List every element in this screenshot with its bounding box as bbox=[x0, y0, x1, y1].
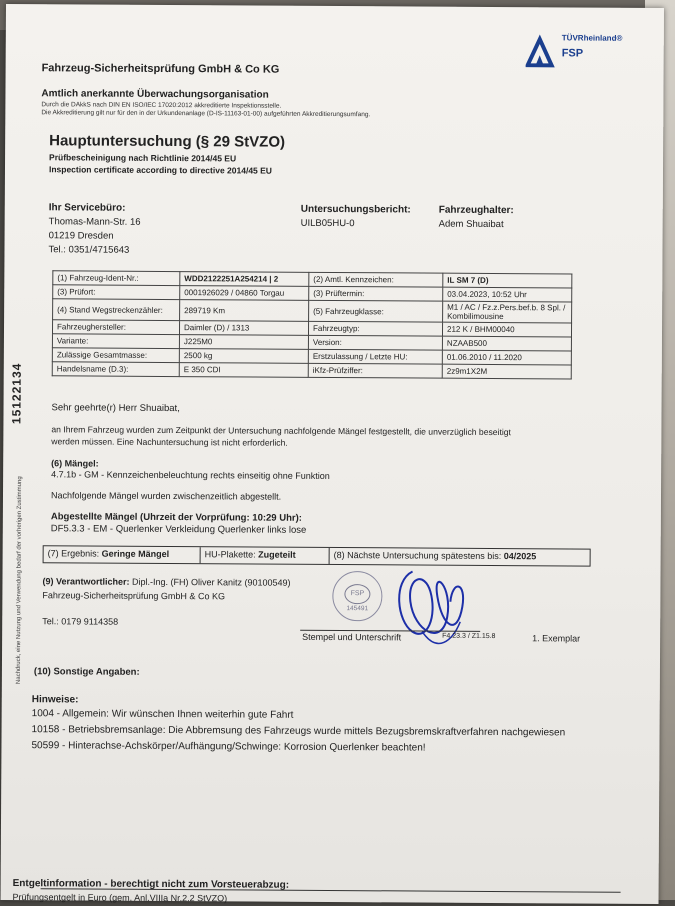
ergebnis-label: (7) Ergebnis: bbox=[47, 548, 100, 559]
service-street: Thomas-Mann-Str. 16 bbox=[48, 216, 141, 228]
table-label-cell: Zulässige Gesamtmasse: bbox=[52, 348, 179, 363]
table-row bbox=[52, 362, 571, 379]
table-label-cell: (1) Fahrzeug-Ident-Nr.: bbox=[53, 271, 180, 286]
copy-number: 1. Exemplar bbox=[532, 633, 581, 644]
hinweis-item-3: 50599 - Hinterachse-Achskörper/Aufhängung/Schwinge: Korrosion Querlenker beachten! bbox=[31, 740, 426, 754]
official-stamp bbox=[332, 571, 382, 621]
signature-label: Stempel und Unterschrift bbox=[302, 631, 402, 643]
table-value-cell: 212 K / BHM00040 bbox=[442, 322, 571, 337]
owner-label: Fahrzeughalter: bbox=[438, 204, 514, 217]
responsible-label: (9) Verantwortlicher: bbox=[42, 576, 130, 587]
result-row bbox=[43, 545, 591, 566]
other-info-label: (10) Sonstige Angaben: bbox=[33, 666, 140, 678]
responsible-line bbox=[42, 576, 290, 588]
accreditation-line-2: Die Akkreditierung gilt nur für den in der Urkundenanlage (D-IS-11163-01-00) aufgeführten Akkreditierungsumfang. bbox=[41, 109, 371, 119]
table-value-cell: NZAAB500 bbox=[442, 336, 571, 351]
table-value-cell: WDD2122251A254214 | 2 bbox=[180, 272, 309, 287]
table-value-cell: E 350 CDI bbox=[179, 363, 308, 378]
letter-line-2: werden müssen. Eine Nachuntersuchung ist nicht erforderlich. bbox=[51, 436, 288, 448]
document-title: Hauptuntersuchung (§ 29 StVZO) bbox=[49, 132, 286, 151]
stamp-inner-fsp: FSP bbox=[344, 584, 370, 604]
table-label-cell: (2) Amtl. Kennzeichen: bbox=[309, 272, 443, 287]
responsible-phone: Tel.: 0179 9114358 bbox=[42, 616, 119, 627]
table-label-cell: Handelsname (D.3): bbox=[52, 362, 179, 377]
responsible-name: Dipl.-Ing. (FH) Oliver Kanitz (90100549) bbox=[131, 576, 291, 588]
table-label-cell: Fahrzeughersteller: bbox=[52, 320, 179, 335]
table-label-cell: iKfz-Prüfziffer: bbox=[308, 363, 442, 378]
logo-sub: FSP bbox=[561, 47, 584, 60]
table-label-cell: Variante: bbox=[52, 334, 179, 349]
table-value-cell: 2z9m1X2M bbox=[442, 364, 571, 379]
service-phone: Tel.: 0351/4715643 bbox=[48, 244, 130, 256]
table-value-cell: 0001926029 / 04860 Torgau bbox=[180, 286, 309, 301]
hinweis-item-1: 1004 - Allgemein: Wir wünschen Ihnen weiterhin gute Fahrt bbox=[31, 708, 294, 721]
report-label: Untersuchungsbericht: bbox=[300, 203, 411, 216]
table-label-cell: Erstzulassung / Letzte HU: bbox=[308, 349, 442, 364]
side-legal-note: Nachdruck, eine Nutzung und Verwendung bedarf der vorherigen Zustimmung bbox=[15, 476, 24, 685]
hinweis-item-2: 10158 - Betriebsbremsanlage: Die Abbremsung des Fahrzeugs wurde mittels Bezugsbremskraftverfahren nachgewiesen bbox=[31, 724, 566, 739]
defect-item: 4.7.1b - GM - Kennzeichenbeleuchtung rechts einseitig ohne Funktion bbox=[51, 469, 330, 481]
company-name: Fahrzeug-Sicherheitsprüfung GmbH & Co KG bbox=[41, 62, 280, 76]
ergebnis-value: Geringe Mängel bbox=[101, 548, 170, 560]
next-inspection-label: (8) Nächste Untersuchung spätestens bis: bbox=[333, 550, 502, 562]
subtitle-en: Inspection certificate according to directive 2014/45 EU bbox=[48, 164, 273, 176]
table-value-cell: 01.06.2010 / 11.2020 bbox=[442, 350, 571, 365]
table-label-cell: (4) Stand Wegstreckenzähler: bbox=[53, 299, 180, 321]
org-title: Amtlich anerkannte Überwachungsorganisation bbox=[41, 88, 269, 101]
hinweise-label: Hinweise: bbox=[31, 694, 79, 706]
owner-value: Adem Shuaibat bbox=[438, 218, 504, 231]
document-page bbox=[1, 4, 664, 904]
table-value-cell: J225M0 bbox=[179, 335, 308, 350]
table-value-cell: IL SM 7 (D) bbox=[443, 273, 572, 288]
responsible-company: Fahrzeug-Sicherheitsprüfung GmbH & Co KG bbox=[42, 590, 226, 602]
side-serial-number: 15122134 bbox=[9, 362, 24, 425]
letter-line-1: an Ihrem Fahrzeug wurden zum Zeitpunkt der Untersuchung nachfolgende Mängel festgestellt, die unverzüglich beseitigt bbox=[51, 424, 511, 438]
service-city: 01219 Dresden bbox=[48, 230, 114, 242]
table-label-cell: (3) Prüftermin: bbox=[309, 286, 443, 301]
form-code: F4.23.3 / Z1.15.8 bbox=[442, 632, 496, 641]
defects-label: (6) Mängel: bbox=[51, 458, 99, 469]
greeting: Sehr geehrte(r) Herr Shuaibat, bbox=[51, 402, 180, 415]
result-cell bbox=[44, 546, 201, 563]
fee-info-line: Prüfungsentgelt in Euro (gem. Anl.VIIIa Nr.2.2 StVZO) bbox=[12, 892, 228, 904]
accreditation-line-1: Durch die DAkkS nach DIN EN ISO/IEC 17020:2012 akkreditierte Inspektionsstelle. bbox=[41, 101, 282, 110]
plakette-cell bbox=[201, 547, 330, 564]
stamp-number: 145491 bbox=[346, 605, 369, 613]
table-label-cell: (5) Fahrzeugklasse: bbox=[309, 300, 443, 322]
signature-icon bbox=[382, 561, 483, 657]
plakette-label: HU-Plakette: bbox=[204, 549, 256, 560]
fee-info-label: Entgeltinformation - berechtigt nicht zum Vorsteuerabzug: bbox=[12, 878, 290, 891]
table-label-cell: Fahrzeugtyp: bbox=[308, 321, 442, 336]
next-inspection-value: 04/2025 bbox=[503, 551, 537, 562]
subtitle-de: Prüfbescheinigung nach Richtlinie 2014/45 EU bbox=[49, 152, 237, 164]
table-value-cell: 2500 kg bbox=[179, 349, 308, 364]
report-value: UILB05HU-0 bbox=[300, 217, 355, 230]
table-value-cell: Daimler (D) / 1313 bbox=[179, 321, 308, 336]
table-label-cell: Version: bbox=[308, 335, 442, 350]
table-label-cell: (3) Prüfort: bbox=[53, 285, 180, 300]
plakette-value: Zugeteilt bbox=[258, 549, 296, 560]
resolved-item: DF5.3.3 - EM - Querlenker Verkleidung Querlenker links lose bbox=[50, 523, 307, 536]
table-value-cell: 03.04.2023, 10:52 Uhr bbox=[443, 287, 572, 302]
resolved-note: Nachfolgende Mängel wurden zwischenzeitlich abgestellt. bbox=[50, 490, 282, 502]
table-value-cell: 289719 Km bbox=[180, 300, 309, 322]
service-label: Ihr Servicebüro: bbox=[48, 202, 126, 214]
resolved-label: Abgestellte Mängel (Uhrzeit der Vorprüfung: 10:29 Uhr): bbox=[50, 511, 302, 524]
vehicle-info-table bbox=[52, 270, 573, 379]
table-value-cell: M1 / AC / Fz.z.Pers.bef.b. 8 Spl. / Kombilimousine bbox=[443, 301, 572, 323]
logo-brand: TÜVRheinland® bbox=[561, 33, 623, 43]
